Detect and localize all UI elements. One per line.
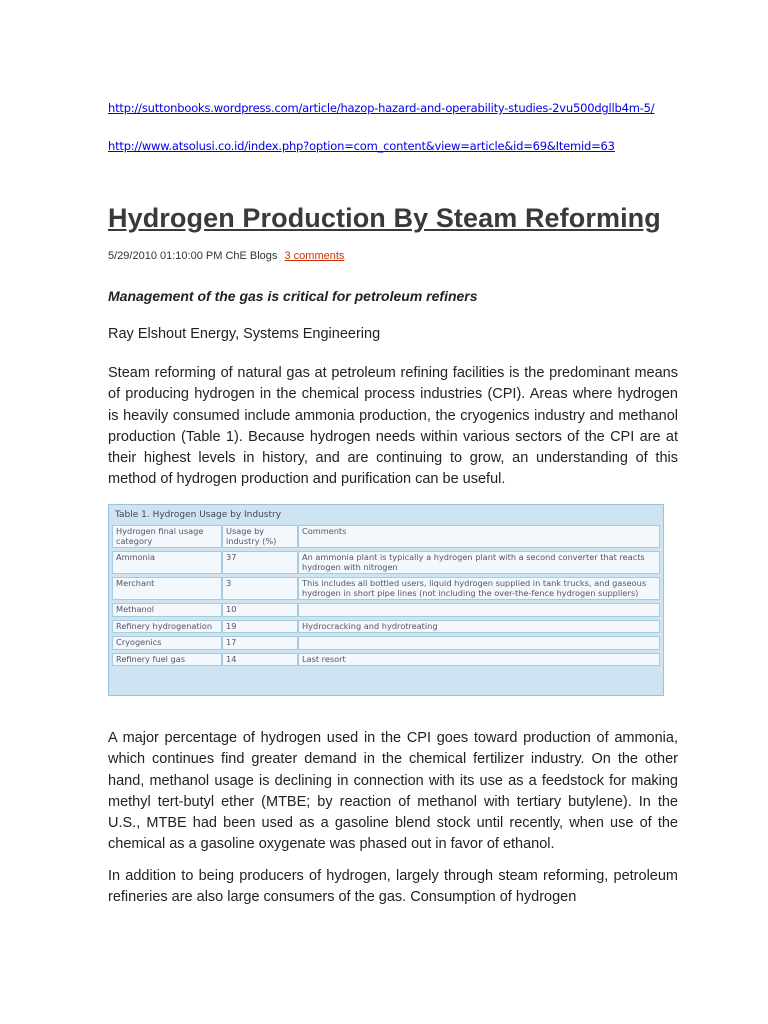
row-comment: Hydrocracking and hydrotreating [298,620,660,634]
comments-link[interactable]: 3 comments [284,250,345,262]
table-row [112,551,660,574]
row-usage: 3 [222,577,298,600]
header-category: Hydrogen final usage category [112,525,222,548]
row-category: Merchant [112,577,222,600]
row-category: Ammonia [112,551,222,574]
row-category: Refinery hydrogenation [112,620,222,634]
row-comment: Last resort [298,653,660,667]
row-usage: 10 [222,603,298,617]
row-usage: 14 [222,653,298,667]
header-usage: Usage by industry (%) [222,525,298,548]
hydrogen-usage-table [108,504,664,696]
paragraph-2: A major percentage of hydrogen used in the CPI goes toward production of ammonia, which continues find greater demand in the chemical fertilizer industry. On the other hand, methanol usage is declining in connection with its use as a feedstock for making methyl tert-butyl ether (MTBE; by reaction of methanol with tertiary butylene). In the U.S., MTBE had been used as a gasoline blend stock until recently, when use of the chemical as a gasoline oxygenate was phased out in favor of ethanol. [108,730,678,853]
post-date: 5/29/2010 01:10:00 PM [108,250,223,262]
row-category: Cryogenics [112,636,222,650]
table-row [112,577,660,600]
post-category: ChE Blogs [225,250,278,262]
article-author: Ray Elshout Energy, Systems Engineering [108,326,381,342]
paragraph-1: Steam reforming of natural gas at petroleum refining facilities is the predominant means of producing hydrogen in the chemical process industries (CPI). Areas where hydrogen is heavily consumed include ammonia production, the cryogenics industry and methanol production (Table 1). Because hydrogen needs within various sectors of the CPI are at their highest levels in history, and are continuing to grow, an understanding of this method of hydrogen production and purification can be useful. [108,365,678,488]
usage-table [112,522,660,669]
row-category: Methanol [112,603,222,617]
row-comment [298,636,660,650]
table-header-row [112,525,660,548]
table-title: Table 1. Hydrogen Usage by Industry [115,510,282,520]
row-usage: 19 [222,620,298,634]
header-comments: Comments [298,525,660,548]
article-title[interactable]: Hydrogen Production By Steam Reforming [108,203,661,233]
row-usage: 37 [222,551,298,574]
table-row [112,620,660,634]
table-row [112,603,660,617]
table-row [112,636,660,650]
table-row [112,653,660,667]
row-category: Refinery fuel gas [112,653,222,667]
row-comment [298,603,660,617]
reference-link-suttonbooks[interactable]: http://suttonbooks.wordpress.com/article/hazop-hazard-and-operability-studies-2vu500dgllb4m-5/ [108,101,655,115]
article-meta [108,250,344,262]
reference-link-atsolusi[interactable]: http://www.atsolusi.co.id/index.php?option=com_content&view=article&id=69&Itemid=63 [108,139,615,153]
row-comment: An ammonia plant is typically a hydrogen plant with a second converter that reacts hydrogen with nitrogen [298,551,660,574]
article-subtitle: Management of the gas is critical for petroleum refiners [108,288,478,304]
row-usage: 17 [222,636,298,650]
paragraph-3: In addition to being producers of hydrogen, largely through steam reforming, petroleum refineries are also large consumers of the gas. Consumption of hydrogen [108,868,678,906]
row-comment: This includes all bottled users, liquid hydrogen supplied in tank trucks, and gaseous hydrogen in short pipe lines (not including the over-the-fence hydrogen suppliers) [298,577,660,600]
